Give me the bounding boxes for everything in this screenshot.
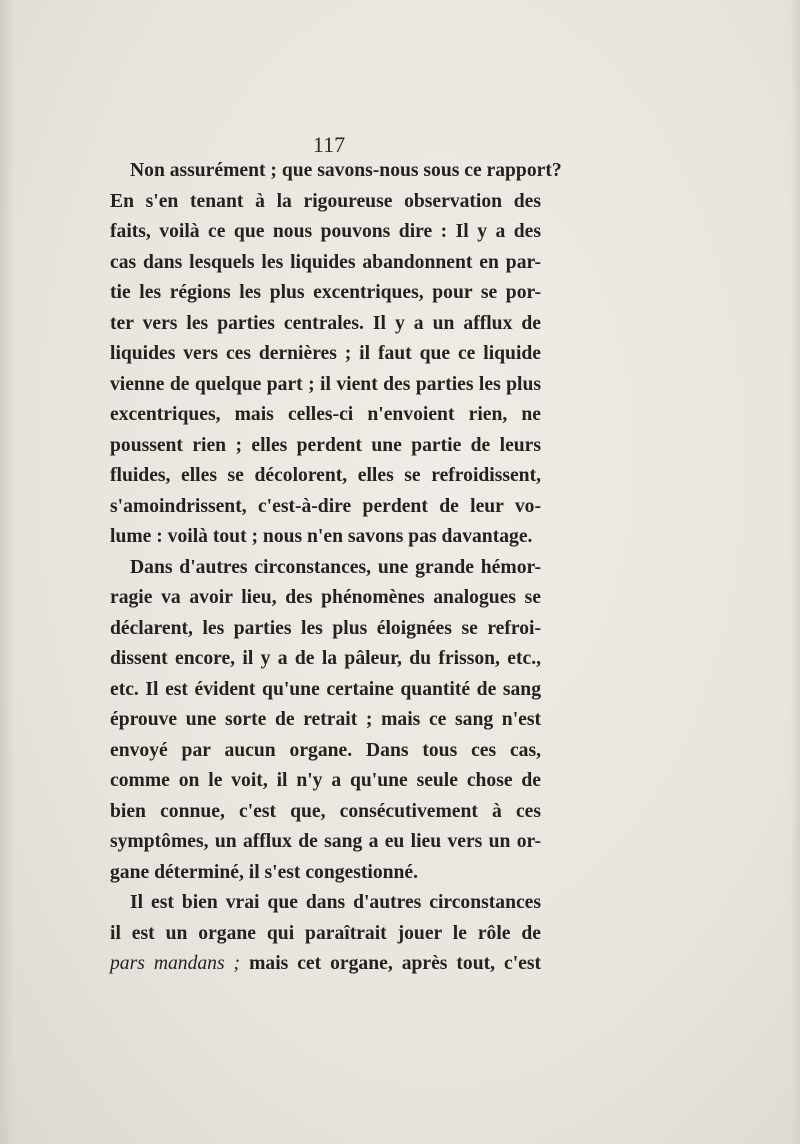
text-line: symptômes, un afflux de sang a eu lieu vers un or- — [110, 831, 541, 852]
text-line: éprouve une sorte de retrait ; mais ce sang n'est — [110, 709, 541, 730]
text-line: liquides vers ces dernières ; il faut que ce liquide — [110, 343, 541, 364]
body-text — [110, 156, 562, 980]
text-line: poussent rien ; elles perdent une partie de leurs — [110, 434, 541, 456]
page-number: 117 — [312, 132, 346, 157]
text-line: vienne de quelque part ; il vient des parties les plus — [110, 373, 541, 395]
text-line: Il est bien vrai que dans d'autres circonstances — [130, 892, 541, 913]
text-line: dissent encore, il y a de la pâleur, du frisson, etc., — [110, 648, 541, 669]
text-line: il est un organe qui paraîtrait jouer le rôle de — [110, 922, 541, 944]
text-line: fluides, elles se décolorent, elles se refroidissent, — [110, 465, 541, 486]
text-line: lume : voilà tout ; nous n'en savons pas davantage. — [110, 526, 533, 547]
text-line: Non assurément ; que savons-nous sous ce rapport? — [130, 160, 562, 181]
text-line: En s'en tenant à la rigoureuse observation des — [110, 190, 541, 212]
text-line: etc. Il est évident qu'une certaine quantité de sang — [110, 678, 541, 700]
page-left-edge — [0, 0, 14, 1144]
text-line: faits, voilà ce que nous pouvons dire : Il y a des — [110, 221, 541, 242]
text-line: s'amoindrissent, c'est-à-dire perdent de leur vo- — [110, 495, 541, 517]
text-line — [110, 949, 541, 980]
paragraph-2 — [110, 553, 541, 889]
italic-phrase: pars mandans ; — [110, 953, 241, 974]
text-line: excentriques, mais celles-ci n'envoient rien, ne — [110, 404, 541, 425]
text-line: déclarent, les parties les plus éloignées se refroi- — [110, 617, 541, 639]
paragraph-1 — [110, 156, 562, 553]
text-line: Dans d'autres circonstances, une grande hémor- — [130, 556, 541, 578]
text-line: tie les régions les plus excentriques, pour se por- — [110, 282, 541, 303]
text-line-rest: mais cet organe, après tout, c'est — [240, 953, 541, 974]
page-right-edge — [790, 0, 800, 1144]
text-line: comme on le voit, il n'y a qu'une seule chose de — [110, 770, 541, 791]
text-line: bien connue, c'est que, consécutivement à ces — [110, 800, 541, 822]
text-line: ter vers les parties centrales. Il y a un afflux de — [110, 312, 541, 334]
text-line: gane déterminé, il s'est congestionné. — [110, 861, 419, 883]
text-line: ragie va avoir lieu, des phénomènes analogues se — [110, 587, 541, 608]
paragraph-3 — [110, 888, 541, 980]
text-line: cas dans lesquels les liquides abandonnent en par- — [110, 251, 541, 273]
text-line: envoyé par aucun organe. Dans tous ces cas, — [110, 739, 541, 761]
